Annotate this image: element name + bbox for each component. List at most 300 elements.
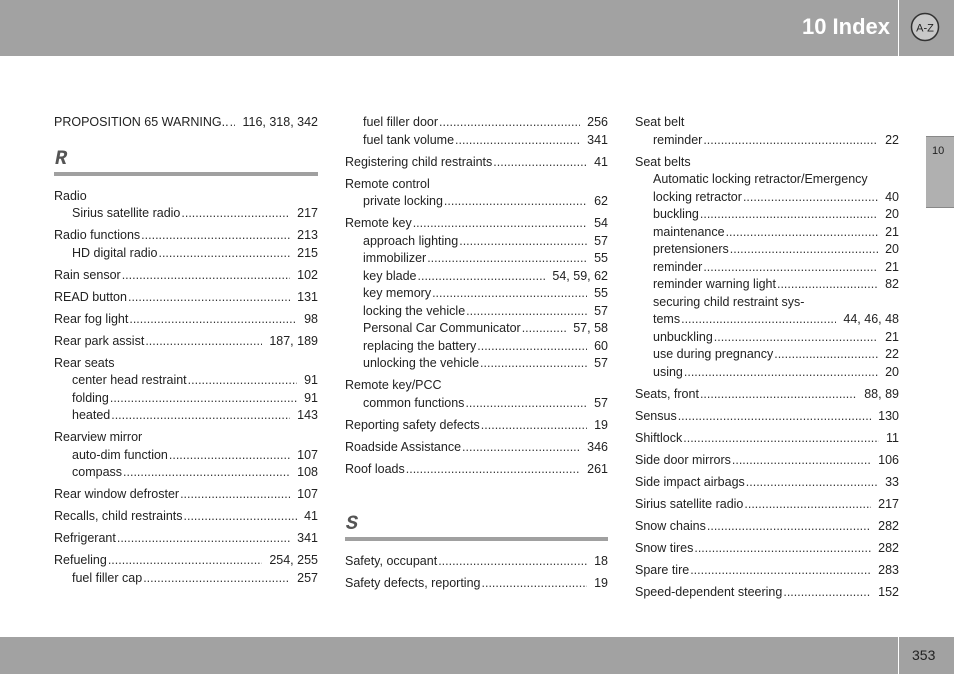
page-refs: 107 [297, 487, 318, 501]
page-header [0, 0, 954, 56]
index-term: use during pregnancy [653, 347, 774, 361]
index-entry [54, 114, 318, 132]
page-refs: 257 [297, 570, 318, 585]
page-refs: 102 [297, 267, 318, 282]
index-entry [54, 530, 318, 548]
index-entry [54, 289, 318, 307]
index-term: READ button [54, 289, 127, 304]
page-refs: 217 [297, 206, 318, 220]
leader-dots [783, 584, 871, 602]
page-refs: 41 [594, 154, 608, 169]
leader-dots [439, 114, 580, 132]
page-refs: 152 [878, 584, 899, 599]
index-term: Registering child restraints [345, 154, 493, 169]
index-heading [54, 188, 318, 206]
index-column-1 [54, 114, 318, 592]
index-line [635, 430, 899, 448]
section-letter: S [346, 512, 359, 536]
leader-dots [406, 461, 580, 479]
page-refs: 91 [304, 373, 318, 387]
leader-dots [690, 562, 871, 580]
page-refs: 341 [587, 132, 608, 147]
index-line [54, 486, 318, 504]
leader-dots [181, 205, 290, 223]
index-entry [635, 386, 899, 404]
index-line [635, 562, 899, 580]
index-term: private locking [363, 194, 443, 208]
page-refs: 40 [885, 189, 899, 204]
index-subline [635, 206, 899, 224]
index-term: Refueling [54, 553, 107, 567]
index-line [345, 461, 608, 479]
page-refs: 18 [594, 553, 608, 568]
index-term: unbuckling [653, 329, 713, 344]
index-subline [54, 464, 318, 482]
page-refs: 57 [594, 303, 608, 318]
header-divider [898, 0, 899, 56]
index-term: key blade [363, 268, 417, 283]
index-term: locking retractor [653, 189, 742, 204]
page-refs: 106 [878, 452, 899, 467]
index-entry [54, 311, 318, 329]
index-term: Spare tire [635, 562, 690, 577]
index-heading [54, 429, 318, 447]
index-term: center head restraint [72, 373, 187, 387]
page-refs: 130 [878, 408, 899, 423]
index-line [635, 386, 899, 404]
index-subline [345, 193, 608, 211]
index-subline [54, 570, 318, 588]
index-term: Radio [54, 188, 87, 203]
index-term: Remote control [345, 176, 430, 191]
leader-dots [703, 259, 878, 277]
index-subline [635, 224, 899, 242]
leader-dots [158, 245, 290, 263]
leader-dots [726, 224, 879, 242]
index-line [54, 552, 318, 570]
index-entry [54, 486, 318, 504]
index-term: Seat belt [635, 115, 685, 129]
index-entry [54, 355, 318, 425]
leader-dots [744, 496, 871, 514]
index-heading [635, 114, 899, 132]
index-line [54, 267, 318, 285]
page-refs: 98 [304, 311, 318, 326]
index-term: Rain sensor [54, 267, 121, 282]
index-line [345, 439, 608, 457]
leader-dots [129, 311, 297, 329]
index-subline [54, 390, 318, 408]
index-entry [54, 429, 318, 482]
page-refs: 283 [878, 562, 899, 577]
leader-dots [774, 346, 878, 364]
index-subline [635, 294, 899, 312]
page-refs: 33 [885, 474, 899, 489]
index-entry [345, 114, 608, 149]
leader-dots [481, 417, 587, 435]
index-subline [635, 329, 899, 347]
leader-dots [427, 250, 587, 268]
leader-dots [493, 154, 587, 172]
leader-dots [683, 430, 879, 448]
index-entry [54, 552, 318, 587]
leader-dots [743, 189, 878, 207]
leader-dots [188, 372, 297, 390]
index-term: tems [653, 312, 681, 326]
leader-dots [438, 553, 587, 571]
index-term: Speed-dependent steering [635, 584, 783, 599]
leader-dots [700, 386, 857, 404]
index-subline [635, 276, 899, 294]
index-line [54, 114, 318, 132]
page-refs: 108 [297, 465, 318, 479]
chapter-tab-label: 10 [932, 145, 945, 157]
page-refs: 22 [885, 132, 899, 147]
leader-dots [703, 132, 878, 150]
index-term: Rearview mirror [54, 430, 143, 444]
index-line [54, 508, 318, 526]
index-heading [345, 176, 608, 194]
page-refs: 57 [594, 233, 608, 248]
leader-dots [732, 452, 871, 470]
index-subline [54, 447, 318, 465]
page-footer [0, 637, 954, 674]
page-refs: 54, 59, 62 [552, 268, 608, 283]
page-refs: 282 [878, 540, 899, 555]
index-line [54, 227, 318, 245]
index-term: Rear fog light [54, 311, 129, 326]
leader-dots [432, 285, 587, 303]
index-column-3 [635, 114, 899, 606]
page-refs: 82 [885, 277, 899, 291]
index-subline [54, 205, 318, 223]
page-refs: 143 [297, 408, 318, 422]
index-heading [345, 377, 608, 395]
index-subline [345, 303, 608, 321]
index-entry [345, 417, 608, 435]
page-refs: 88, 89 [864, 386, 899, 401]
page-refs: 91 [304, 390, 318, 405]
page-refs: 41 [304, 509, 318, 523]
index-line [635, 474, 899, 492]
section-title: 10 Index [801, 14, 890, 39]
index-line [54, 530, 318, 548]
index-term: Radio functions [54, 228, 141, 242]
index-subline [635, 189, 899, 207]
index-term: Remote key [345, 216, 412, 230]
index-term: Roof loads [345, 461, 405, 476]
index-term: auto-dim function [72, 447, 168, 462]
page-refs: 20 [885, 242, 899, 256]
page-refs: 21 [885, 329, 899, 344]
index-line [54, 289, 318, 307]
index-subline [635, 364, 899, 382]
leader-dots [466, 303, 587, 321]
index-term: fuel filler cap [72, 570, 143, 585]
page-refs: 261 [587, 461, 608, 476]
page-refs: 341 [297, 531, 318, 545]
index-term: Side door mirrors [635, 452, 731, 467]
index-term: Rear window defroster [54, 487, 180, 501]
index-subline [54, 407, 318, 425]
section-rule [345, 537, 608, 541]
page-refs: 20 [885, 207, 899, 221]
leader-dots [694, 540, 871, 558]
index-term: Snow chains [635, 518, 706, 533]
index-subline [635, 259, 899, 277]
page-refs: 346 [587, 439, 608, 454]
index-term: fuel filler door [363, 115, 439, 129]
index-entry [635, 452, 899, 470]
index-term: fuel tank volume [363, 132, 455, 147]
index-term: Remote key/PCC [345, 378, 442, 392]
page-refs: 54 [594, 216, 608, 230]
page-refs: 20 [885, 364, 899, 379]
leader-dots [418, 268, 546, 286]
leader-dots [459, 233, 587, 251]
index-entry [635, 474, 899, 492]
index-term: Safety, occupant [345, 553, 438, 568]
index-term: Recalls, child restraints [54, 509, 183, 523]
leader-dots [684, 364, 878, 382]
index-line [345, 575, 608, 593]
index-line [635, 540, 899, 558]
index-entry [345, 154, 608, 172]
index-text: securing child restraint sys- [653, 294, 805, 309]
page-refs: 187, 189 [269, 333, 318, 348]
index-term: folding [72, 390, 109, 405]
index-entry [635, 584, 899, 602]
page-refs: 55 [594, 286, 608, 300]
page-refs: 44, 46, 48 [843, 312, 899, 326]
index-term: pretensioners [653, 242, 729, 256]
index-term: buckling [653, 207, 699, 221]
index-line [635, 496, 899, 514]
index-term: Refrigerant [54, 531, 116, 545]
index-term: compass [72, 465, 123, 479]
index-term: Rear seats [54, 355, 115, 370]
index-term: reminder [653, 132, 703, 147]
index-term: Reporting safety defects [345, 417, 480, 432]
page-refs: 57 [594, 356, 608, 370]
a-z-icon-label: A-Z [916, 22, 934, 35]
index-term: maintenance [653, 224, 725, 239]
index-term: Seats, front [635, 386, 699, 401]
index-entry [345, 377, 608, 412]
index-subline [635, 346, 899, 364]
index-entry [635, 540, 899, 558]
index-entry [54, 508, 318, 526]
page-refs: 19 [594, 417, 608, 432]
index-entry [635, 408, 899, 426]
footer-divider [898, 637, 899, 674]
index-line [635, 584, 899, 602]
index-subline [345, 132, 608, 150]
index-subline [345, 285, 608, 303]
index-term: Safety defects, reporting [345, 575, 481, 590]
page-refs: 215 [297, 245, 318, 260]
leader-dots [143, 570, 290, 588]
index-column-2 [345, 114, 608, 597]
page-refs: 107 [297, 447, 318, 462]
page-refs: 62 [594, 194, 608, 208]
index-term: reminder warning light [653, 277, 776, 291]
page-refs: 282 [878, 518, 899, 533]
index-term: common functions [363, 395, 465, 410]
index-text: Automatic locking retractor/Emergency [653, 172, 868, 186]
index-heading [635, 154, 899, 172]
index-subline [345, 233, 608, 251]
leader-dots [480, 355, 587, 373]
index-subline [345, 268, 608, 286]
leader-dots [730, 241, 878, 259]
leader-dots [128, 289, 290, 307]
leader-dots [413, 215, 587, 233]
index-term: Sirius satellite radio [635, 496, 744, 511]
index-entry [345, 176, 608, 211]
index-term: PROPOSITION 65 WARNING.. [54, 115, 229, 129]
leader-dots [462, 439, 580, 457]
leader-dots [123, 464, 290, 482]
index-subline [54, 372, 318, 390]
index-term: Sirius satellite radio [72, 206, 181, 220]
index-entry [635, 154, 899, 382]
page-refs: 57 [594, 395, 608, 410]
index-subline [345, 114, 608, 132]
page-refs: 116, 318, 342 [242, 115, 318, 129]
index-entry [345, 439, 608, 457]
index-subline [54, 245, 318, 263]
index-line [345, 215, 608, 233]
leader-dots [141, 227, 290, 245]
leader-dots [169, 447, 290, 465]
index-entry [635, 430, 899, 448]
leader-dots [110, 390, 297, 408]
page-refs: 19 [594, 575, 608, 590]
index-entry [54, 227, 318, 262]
index-term: Roadside Assistance [345, 439, 462, 454]
index-subline [345, 355, 608, 373]
index-term: heated [72, 408, 111, 422]
index-entry [345, 575, 608, 593]
leader-dots [746, 474, 878, 492]
index-term: Personal Car Communicator [363, 321, 521, 335]
letter-section-header [345, 512, 608, 541]
leader-dots [465, 395, 587, 413]
index-term: immobilizer [363, 251, 427, 265]
index-entry [345, 215, 608, 373]
index-term: Sensus [635, 408, 677, 423]
leader-dots [678, 408, 871, 426]
index-line [635, 452, 899, 470]
letter-section-header [54, 147, 318, 176]
leader-dots [117, 530, 290, 548]
index-term: key memory [363, 286, 432, 300]
a-z-index-icon [910, 12, 940, 42]
spacer [345, 483, 608, 497]
page-refs: 131 [297, 289, 318, 304]
page-refs: 21 [885, 224, 899, 239]
index-term: Side impact airbags [635, 474, 745, 489]
index-term: Rear park assist [54, 333, 145, 348]
page-refs: 57, 58 [573, 321, 608, 335]
page-number: 353 [912, 647, 936, 663]
index-subline [635, 241, 899, 259]
index-line [54, 333, 318, 351]
leader-dots [444, 193, 587, 211]
index-term: locking the vehicle [363, 303, 466, 318]
page-refs: 60 [594, 338, 608, 353]
index-entry [635, 496, 899, 514]
index-entry [635, 114, 899, 149]
index-entry [54, 188, 318, 223]
index-subline [635, 311, 899, 329]
index-subline [345, 395, 608, 413]
page-refs: 256 [587, 115, 608, 129]
chapter-tab[interactable] [926, 136, 954, 208]
index-term: HD digital radio [72, 245, 158, 260]
index-entry [635, 562, 899, 580]
index-term: Snow tires [635, 540, 694, 555]
leader-dots [108, 552, 263, 570]
leader-dots [707, 518, 871, 536]
index-term: replacing the battery [363, 338, 477, 353]
leader-dots [455, 132, 580, 150]
index-subline [635, 171, 899, 189]
index-term: unlocking the vehicle [363, 356, 480, 370]
leader-dots [522, 320, 567, 338]
index-term: using [653, 364, 683, 379]
leader-dots [482, 575, 588, 593]
index-term: approach lighting [363, 233, 459, 248]
leader-dots [714, 329, 878, 347]
index-entry [345, 461, 608, 479]
page-refs: 254, 255 [269, 553, 318, 567]
leader-dots [681, 311, 836, 329]
index-entry [345, 553, 608, 571]
index-subline [345, 338, 608, 356]
index-subline [345, 320, 608, 338]
page-refs: 55 [594, 251, 608, 265]
index-subline [635, 132, 899, 150]
leader-dots [122, 267, 290, 285]
section-letter: R [55, 147, 68, 171]
index-entry [54, 333, 318, 351]
index-heading [54, 355, 318, 373]
index-subline [345, 250, 608, 268]
index-entry [635, 518, 899, 536]
index-term: Shiftlock [635, 430, 683, 445]
index-term: reminder [653, 259, 703, 274]
section-rule [54, 172, 318, 176]
index-entry [54, 267, 318, 285]
page-refs: 217 [878, 496, 899, 511]
index-line [54, 311, 318, 329]
leader-dots [180, 486, 290, 504]
leader-dots [145, 333, 262, 351]
index-line [345, 154, 608, 172]
leader-dots [111, 407, 290, 425]
leader-dots [700, 206, 878, 224]
page-refs: 11 [886, 430, 899, 445]
index-line [345, 553, 608, 571]
leader-dots [230, 114, 236, 132]
index-line [345, 417, 608, 435]
page-refs: 213 [297, 228, 318, 242]
page-refs: 22 [885, 347, 899, 361]
leader-dots [184, 508, 298, 526]
leader-dots [477, 338, 587, 356]
